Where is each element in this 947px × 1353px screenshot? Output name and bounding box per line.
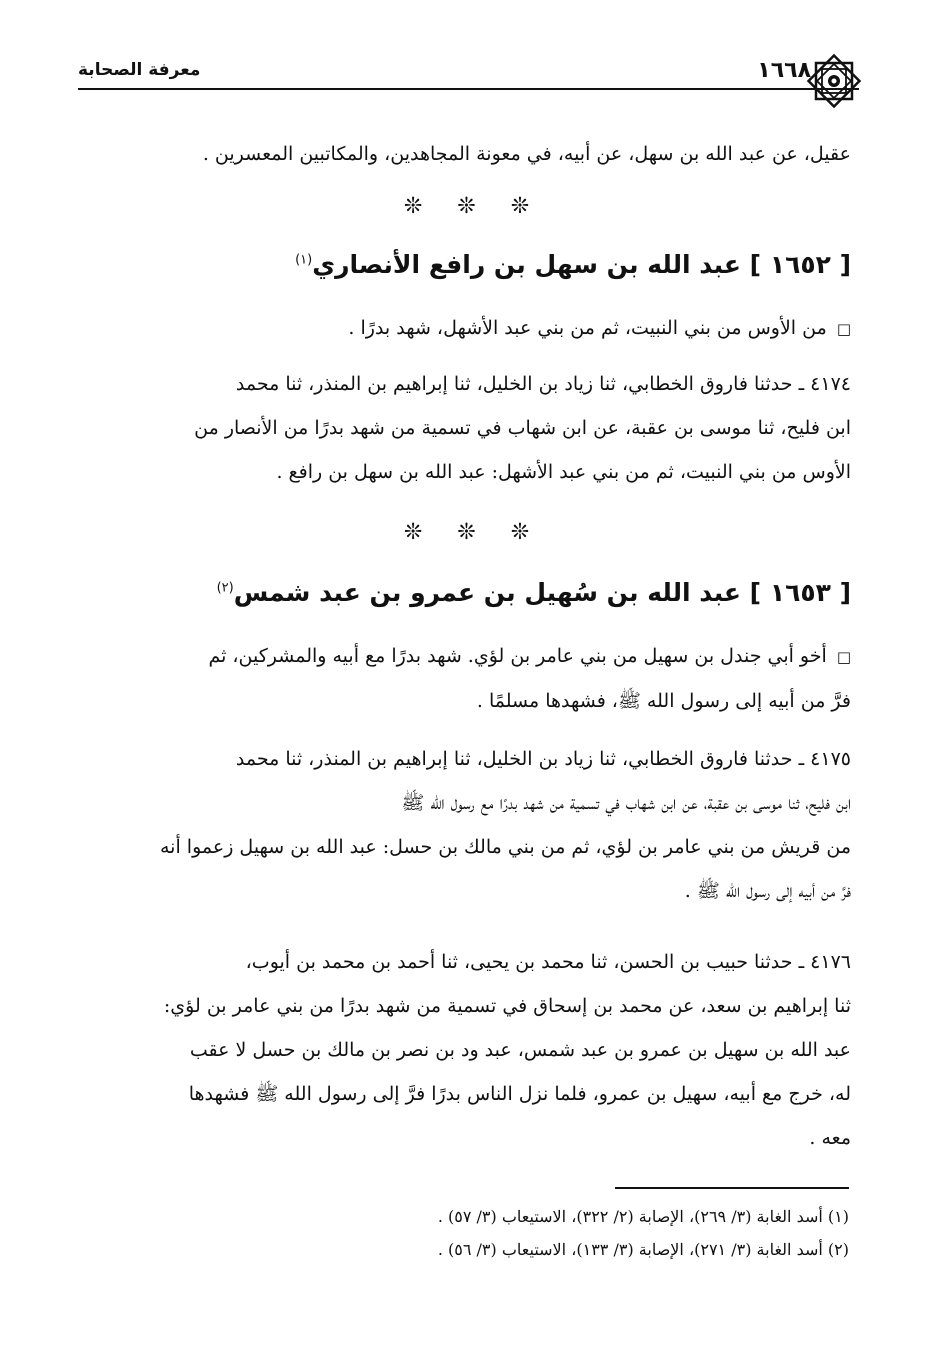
hadith-line: عبد الله بن سهيل بن عمرو بن عبد شمس، عبد ود بن نصر بن مالك بن حسل لا عقب	[189, 1039, 851, 1061]
page-header	[78, 48, 859, 90]
octagram-ornament-icon	[805, 52, 863, 110]
hadith-line: من قريش من بني عامر بن لؤي، ثم من بني مالك بن حسل: عبد الله بن سهيل زعموا أنه	[160, 836, 851, 858]
hadith-line: فرَّ من أبيه إلى رسول الله ﷺ .	[684, 880, 851, 902]
hadith-line: ثنا إبراهيم بن سعد، عن محمد بن إسحاق في تسمية من شهد بدرًا من بني عامر بن لؤي:	[163, 995, 851, 1017]
entry-bio	[88, 306, 851, 351]
bio-line	[88, 634, 851, 679]
entry-title: [ ١٦٥٢ ] عبد الله بن سهل بن رافع الأنصاري	[312, 250, 851, 279]
entry-heading	[88, 250, 851, 279]
intro-paragraph	[88, 132, 851, 176]
box-marker-icon: □	[836, 648, 851, 666]
hadith-paragraph	[88, 940, 851, 1160]
hadith-line: له، خرج مع أبيه، سهيل بن عمرو، فلما نزل الناس بدرًا فرَّ إلى رسول الله ﷺ فشهدها	[188, 1083, 851, 1105]
footnote-ref: (٢)	[216, 580, 234, 596]
bio-text: أخو أبي جندل بن سهيل من بني عامر بن لؤي. شهد بدرًا مع أبيه والمشركين، ثم	[208, 645, 827, 667]
footnote: (٢) أسد الغابة (٣/ ٢٧١)، الإصابة (٣/ ١٣٣)، الاستيعاب (٣/ ٥٦) .	[437, 1240, 849, 1259]
hadith-paragraph	[88, 362, 851, 494]
bio-text: من الأوس من بني النبيت، ثم من بني عبد الأشهل، شهد بدرًا .	[348, 317, 827, 339]
hadith-line: ابن فليح، ثنا موسى بن عقبة، عن ابن شهاب في تسمية من شهد بدرًا مع رسول الله ﷺ	[401, 792, 851, 814]
entry-title: [ ١٦٥٣ ] عبد الله بن سُهيل بن عمرو بن عبد شمس	[233, 578, 851, 607]
intro-text: عقيل، عن عبد الله بن سهل، عن أبيه، في معونة المجاهدين، والمكاتبين المعسرين .	[202, 143, 851, 165]
section-separator: ❊ ❊ ❊	[403, 194, 544, 219]
hadith-line: ٤١٧٤ ـ حدثنا فاروق الخطابي، ثنا زياد بن الخليل، ثنا إبراهيم بن المنذر، ثنا محمد	[235, 373, 851, 395]
entry-bio	[88, 634, 851, 723]
footnote-divider	[615, 1187, 849, 1189]
entry-heading	[88, 578, 851, 607]
hadith-line: ٤١٧٥ ـ حدثنا فاروق الخطابي، ثنا زياد بن الخليل، ثنا إبراهيم بن المنذر، ثنا محمد	[235, 748, 851, 770]
footnote: (١) أسد الغابة (٣/ ٢٦٩)، الإصابة (٢/ ٣٢٢)، الاستيعاب (٣/ ٥٧) .	[437, 1207, 849, 1226]
hadith-line: ابن فليح، ثنا موسى بن عقبة، عن ابن شهاب في تسمية من شهد بدرًا من الأنصار من	[194, 417, 851, 439]
box-marker-icon: □	[836, 320, 851, 338]
hadith-line: معه .	[809, 1127, 851, 1149]
section-separator: ❊ ❊ ❊	[403, 520, 544, 545]
bio-line: فرَّ من أبيه إلى رسول الله ﷺ، فشهدها مسلمًا .	[476, 690, 851, 712]
hadith-line: الأوس من بني النبيت، ثم من بني عبد الأشهل: عبد الله بن سهل بن رافع .	[276, 461, 851, 483]
page-number: ١٦٦٨	[757, 58, 811, 83]
running-title: معرفة الصحابة	[78, 60, 201, 80]
footnote-ref: (١)	[295, 252, 313, 268]
hadith-paragraph	[88, 737, 851, 913]
hadith-line: ٤١٧٦ ـ حدثنا حبيب بن الحسن، ثنا محمد بن يحيى، ثنا أحمد بن محمد بن أيوب،	[245, 951, 851, 973]
